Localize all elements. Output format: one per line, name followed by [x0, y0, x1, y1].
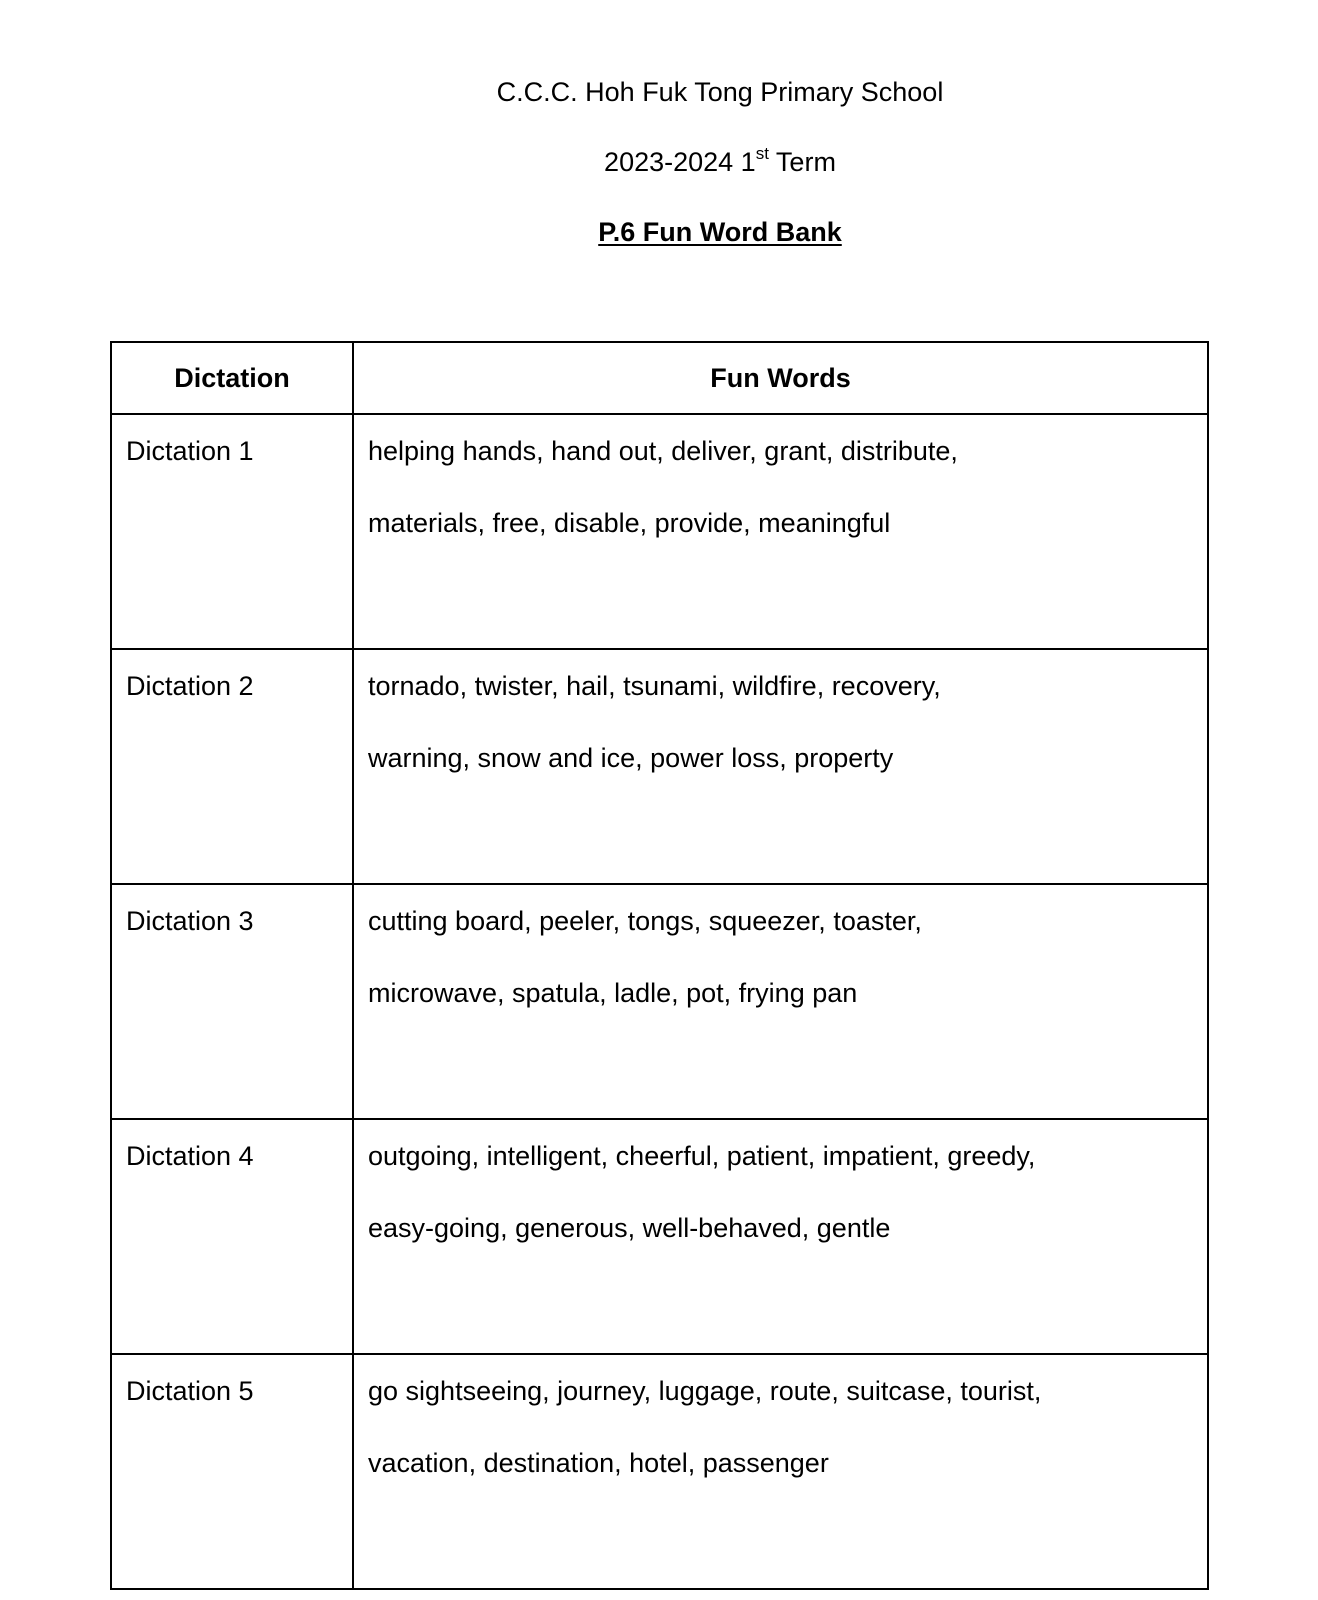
table-row	[111, 1354, 1208, 1589]
fun-words-line: outgoing, intelligent, cheerful, patient, impatient, greedy,	[368, 1141, 1036, 1171]
fun-words-line: tornado, twister, hail, tsunami, wildfire, recovery,	[368, 671, 941, 701]
table-row	[111, 884, 1208, 1119]
word-bank-table	[110, 341, 1209, 1590]
page-title: P.6 Fun Word Bank	[598, 217, 842, 247]
table-row	[111, 649, 1208, 884]
fun-words-line: materials, free, disable, provide, meaningful	[368, 508, 891, 538]
fun-words-line: vacation, destination, hotel, passenger	[368, 1448, 829, 1478]
dictation-label: Dictation 4	[111, 1119, 353, 1354]
dictation-label: Dictation 2	[111, 649, 353, 884]
term-years: 2023-2024 1	[604, 147, 756, 177]
fun-words-line: go sightseeing, journey, luggage, route, suitcase, tourist,	[368, 1376, 1042, 1406]
term-word: Term	[768, 147, 836, 177]
term-heading	[0, 144, 1318, 180]
term-ordinal-suffix: st	[755, 144, 769, 163]
fun-words-cell	[353, 1354, 1208, 1589]
dictation-label: Dictation 3	[111, 884, 353, 1119]
column-header-fun-words: Fun Words	[353, 342, 1208, 414]
fun-words-cell	[353, 414, 1208, 649]
fun-words-line: warning, snow and ice, power loss, property	[368, 743, 894, 773]
fun-words-cell	[353, 649, 1208, 884]
fun-words-line: easy-going, generous, well-behaved, gentle	[368, 1213, 891, 1243]
fun-words-line: helping hands, hand out, deliver, grant, distribute,	[368, 436, 958, 466]
column-header-dictation: Dictation	[111, 342, 353, 414]
fun-words-line: microwave, spatula, ladle, pot, frying pan	[368, 978, 858, 1008]
table-row	[111, 1119, 1208, 1354]
school-name: C.C.C. Hoh Fuk Tong Primary School	[496, 77, 944, 107]
fun-words-cell	[353, 884, 1208, 1119]
fun-words-cell	[353, 1119, 1208, 1354]
table-row	[111, 414, 1208, 649]
table-header-row	[111, 342, 1208, 414]
dictation-label: Dictation 5	[111, 1354, 353, 1589]
dictation-label: Dictation 1	[111, 414, 353, 649]
fun-words-line: cutting board, peeler, tongs, squeezer, toaster,	[368, 906, 922, 936]
